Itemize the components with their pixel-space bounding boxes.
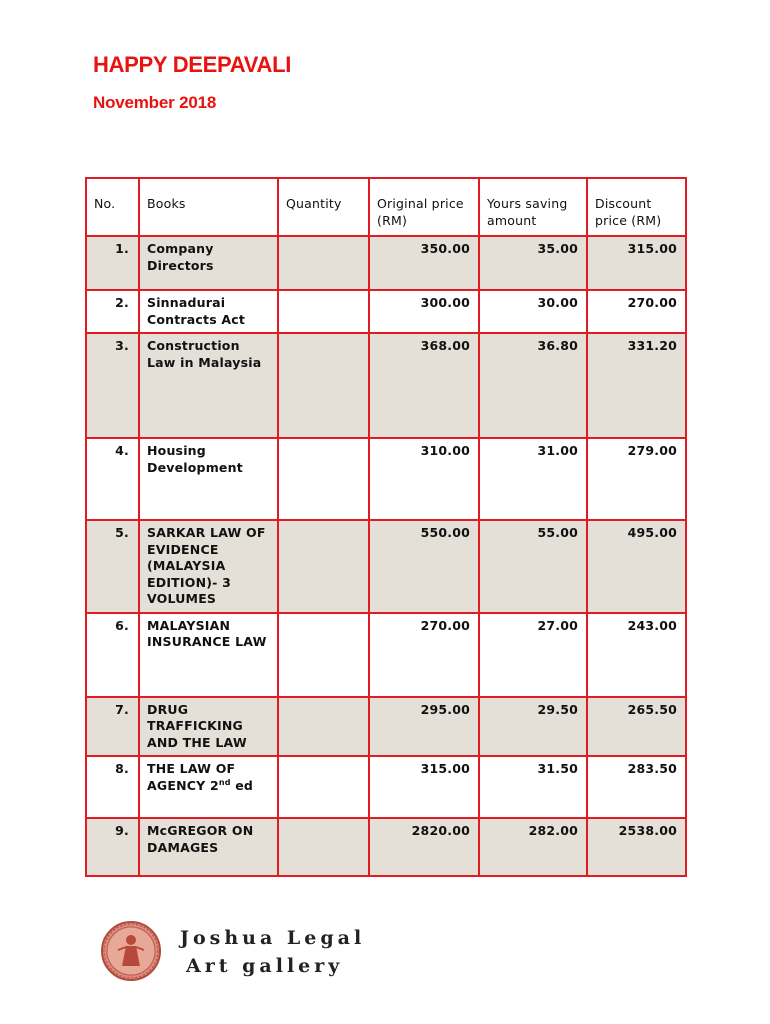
row-quantity[interactable] — [278, 520, 369, 613]
table-row — [86, 697, 686, 757]
table-row — [86, 290, 686, 333]
table-row — [86, 613, 686, 697]
row-quantity[interactable] — [278, 756, 369, 818]
row-discount-price: 331.20 — [587, 333, 686, 438]
brand-line-2: Art gallery — [186, 955, 344, 977]
table-row — [86, 520, 686, 613]
table-row — [86, 236, 686, 290]
row-saving: 35.00 — [479, 236, 587, 290]
row-saving: 282.00 — [479, 818, 587, 876]
column-header-original-price: Original price (RM) — [369, 178, 479, 236]
row-book: MALAYSIAN INSURANCE LAW — [139, 613, 278, 697]
row-quantity[interactable] — [278, 333, 369, 438]
row-no: 5. — [86, 520, 139, 613]
row-book: Construction Law in Malaysia — [139, 333, 278, 438]
row-original-price: 315.00 — [369, 756, 479, 818]
price-table-container — [85, 177, 685, 877]
column-header-no: No. — [86, 178, 139, 236]
table-row — [86, 333, 686, 438]
row-book-edition-label: ed — [235, 777, 254, 793]
page-title: HAPPY DEEPAVALI — [93, 52, 292, 77]
row-no: 2. — [86, 290, 139, 333]
row-no: 4. — [86, 438, 139, 520]
row-original-price: 368.00 — [369, 333, 479, 438]
row-book: Housing Development — [139, 438, 278, 520]
row-discount-price: 495.00 — [587, 520, 686, 613]
row-saving: 31.50 — [479, 756, 587, 818]
row-quantity[interactable] — [278, 236, 369, 290]
row-original-price: 550.00 — [369, 520, 479, 613]
row-saving: 30.00 — [479, 290, 587, 333]
row-saving: 31.00 — [479, 438, 587, 520]
row-no: 1. — [86, 236, 139, 290]
row-original-price: 270.00 — [369, 613, 479, 697]
table-header-row — [86, 178, 686, 236]
row-discount-price: 283.50 — [587, 756, 686, 818]
row-saving: 36.80 — [479, 333, 587, 438]
row-quantity[interactable] — [278, 818, 369, 876]
table-row — [86, 438, 686, 520]
column-header-books: Books — [139, 178, 278, 236]
row-original-price: 295.00 — [369, 697, 479, 757]
brand-line-1: Joshua Legal — [180, 927, 366, 949]
row-original-price: 350.00 — [369, 236, 479, 290]
row-discount-price: 243.00 — [587, 613, 686, 697]
row-saving: 29.50 — [479, 697, 587, 757]
seal-icon — [100, 920, 162, 982]
row-no: 7. — [86, 697, 139, 757]
row-discount-price: 265.50 — [587, 697, 686, 757]
row-original-price: 2820.00 — [369, 818, 479, 876]
brand-name — [180, 924, 365, 980]
row-quantity[interactable] — [278, 697, 369, 757]
row-discount-price: 315.00 — [587, 236, 686, 290]
row-quantity[interactable] — [278, 290, 369, 333]
row-discount-price: 270.00 — [587, 290, 686, 333]
row-quantity[interactable] — [278, 438, 369, 520]
row-book: DRUG TRAFFICKING AND THE LAW — [139, 697, 278, 757]
row-quantity[interactable] — [278, 613, 369, 697]
row-book: SARKAR LAW OF EVIDENCE (MALAYSIA EDITION)- 3 VOLUMES — [139, 520, 278, 613]
row-no: 8. — [86, 756, 139, 818]
row-discount-price: 279.00 — [587, 438, 686, 520]
row-book — [139, 756, 278, 818]
row-no: 3. — [86, 333, 139, 438]
row-book-edition-number: 2 — [209, 777, 219, 793]
row-book: McGREGOR ON DAMAGES — [139, 818, 278, 876]
column-header-saving: Yours saving amount — [479, 178, 587, 236]
page-subtitle: November 2018 — [93, 93, 217, 112]
row-original-price: 300.00 — [369, 290, 479, 333]
row-saving: 27.00 — [479, 613, 587, 697]
price-table — [85, 177, 687, 877]
row-book-edition-suffix: nd — [218, 777, 231, 787]
row-saving: 55.00 — [479, 520, 587, 613]
row-no: 6. — [86, 613, 139, 697]
row-book: Company Directors — [139, 236, 278, 290]
row-book-title: THE LAW OF AGENCY — [147, 761, 236, 793]
row-book: Sinnadurai Contracts Act — [139, 290, 278, 333]
row-discount-price: 2538.00 — [587, 818, 686, 876]
row-no: 9. — [86, 818, 139, 876]
table-row — [86, 756, 686, 818]
table-row — [86, 818, 686, 876]
column-header-discount-price: Discount price (RM) — [587, 178, 686, 236]
row-original-price: 310.00 — [369, 438, 479, 520]
column-header-quantity: Quantity — [278, 178, 369, 236]
